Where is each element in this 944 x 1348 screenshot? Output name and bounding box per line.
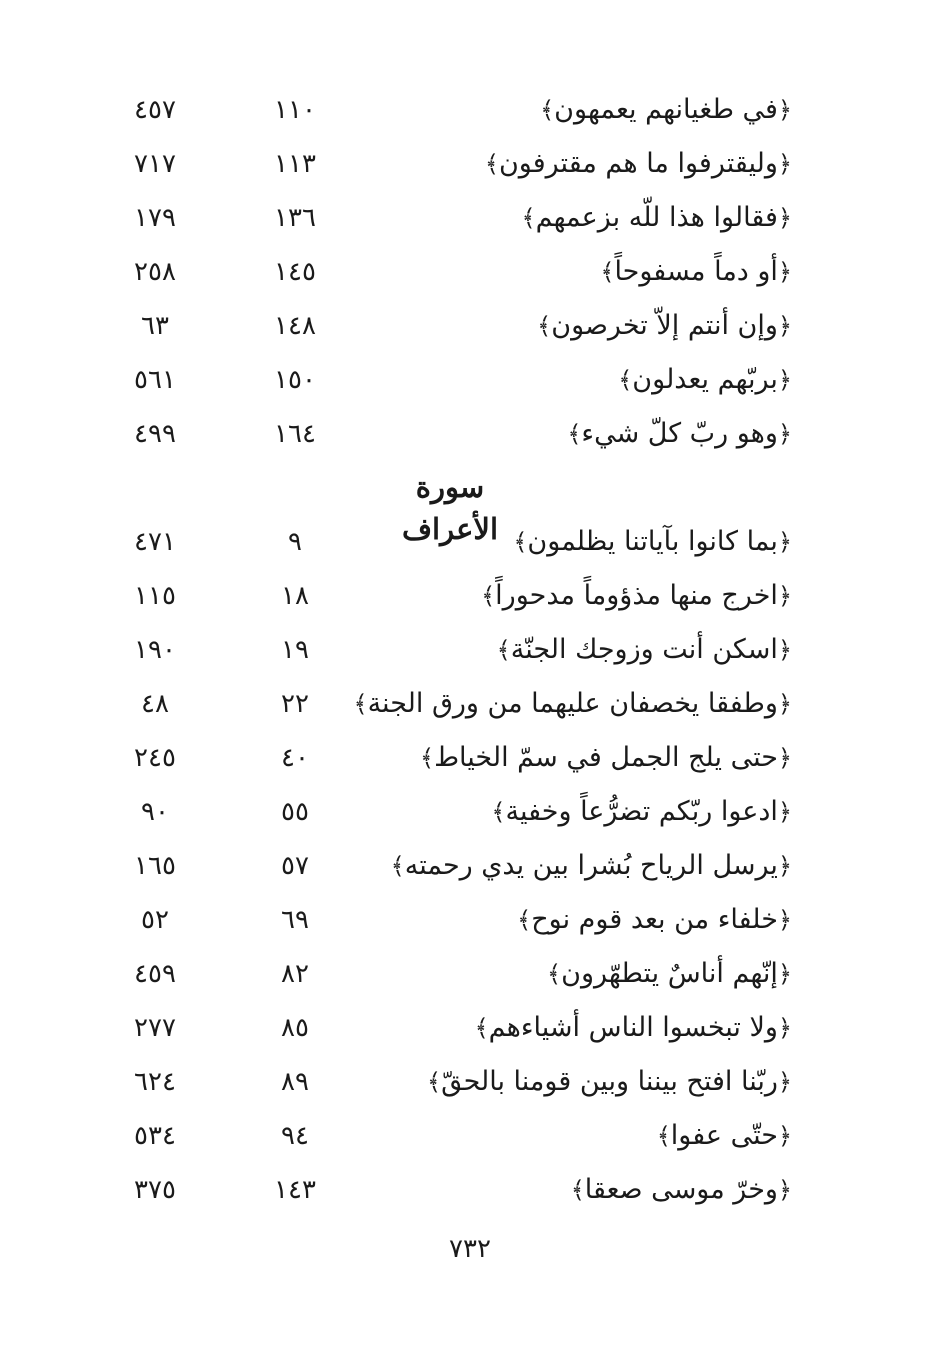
page-reference: ٦٢٤	[134, 1067, 176, 1097]
index-row	[0, 1108, 944, 1162]
verse-text: وليقترفوا ما هم مقترفون	[498, 148, 778, 179]
verse-text: وطفقا يخصفان عليهما من ورق الجنة	[367, 688, 778, 719]
verse-fragment	[485, 144, 792, 184]
ayah-number: ٩٤	[281, 1121, 309, 1151]
page-reference: ٣٧٥	[134, 1175, 176, 1205]
index-row	[0, 352, 944, 406]
page-reference: ٤٥٩	[134, 959, 176, 989]
ayah-number: ١٣٦	[274, 203, 316, 233]
verse-fragment	[517, 900, 792, 940]
verse-fragment	[618, 360, 792, 400]
ayah-number: ٥٧	[281, 851, 309, 881]
index-row	[0, 190, 944, 244]
quran-bracket-close-icon: ﴾	[353, 690, 368, 718]
quran-bracket-open-icon: ﴿	[777, 852, 792, 880]
ayah-number: ١٩	[281, 635, 309, 665]
page-reference: ٥٣٤	[134, 1121, 176, 1151]
quran-bracket-close-icon: ﴾	[427, 1068, 442, 1096]
ayah-number: ١١٣	[274, 149, 316, 179]
quran-bracket-open-icon: ﴿	[777, 420, 792, 448]
verse-fragment	[420, 738, 792, 778]
quran-bracket-open-icon: ﴿	[777, 744, 792, 772]
verse-fragment	[522, 198, 792, 238]
page-reference: ١٩٠	[134, 635, 176, 665]
page-reference: ١١٥	[134, 581, 176, 611]
verse-fragment	[475, 1008, 792, 1048]
verse-fragment	[571, 1170, 792, 1210]
quran-bracket-open-icon: ﴿	[777, 96, 792, 124]
verse-fragment	[567, 414, 792, 454]
page-reference: ٦٣	[141, 311, 169, 341]
page-reference: ٧١٧	[134, 149, 176, 179]
ayah-number: ٨٥	[281, 1013, 309, 1043]
verse-text: أو دماً مسفوحاً	[614, 256, 778, 287]
index-row	[0, 406, 944, 460]
quran-bracket-open-icon: ﴿	[777, 636, 792, 664]
page-reference: ٤٧١	[134, 527, 176, 557]
quran-bracket-close-icon: ﴾	[390, 852, 405, 880]
quran-bracket-close-icon: ﴾	[474, 1014, 489, 1042]
index-row	[0, 1054, 944, 1108]
ayah-number: ٨٢	[281, 959, 309, 989]
verse-fragment	[481, 576, 792, 616]
quran-bracket-open-icon: ﴿	[777, 150, 792, 178]
quran-bracket-open-icon: ﴿	[777, 258, 792, 286]
ayah-number: ٦٩	[281, 905, 309, 935]
quran-bracket-close-icon: ﴾	[570, 1176, 585, 1204]
page-reference: ١٧٩	[134, 203, 176, 233]
quran-bracket-open-icon: ﴿	[777, 1014, 792, 1042]
index-row	[0, 676, 944, 730]
page-reference: ٢٤٥	[134, 743, 176, 773]
quran-bracket-close-icon: ﴾	[513, 528, 528, 556]
index-row	[0, 136, 944, 190]
quran-bracket-open-icon: ﴿	[777, 906, 792, 934]
verse-text: اسكن أنت وزوجك الجنّة	[510, 634, 778, 665]
verse-fragment	[540, 90, 792, 130]
verse-fragment	[391, 846, 792, 886]
ayah-number: ٨٩	[281, 1067, 309, 1097]
index-row	[0, 730, 944, 784]
verse-text: بما كانوا بآياتنا يظلمون	[527, 526, 778, 557]
quran-bracket-open-icon: ﴿	[777, 1176, 792, 1204]
verse-text: حتّى عفوا	[670, 1120, 778, 1151]
quran-bracket-close-icon: ﴾	[537, 312, 552, 340]
verse-index-list	[0, 82, 944, 1216]
page-reference: ٢٧٧	[134, 1013, 176, 1043]
verse-text: حتى يلج الجمل في سمّ الخياط	[434, 742, 778, 773]
quran-bracket-open-icon: ﴿	[777, 798, 792, 826]
quran-bracket-close-icon: ﴾	[420, 744, 435, 772]
index-row	[0, 946, 944, 1000]
page-reference: ٥٢	[141, 905, 169, 935]
index-row	[0, 568, 944, 622]
verse-text: ادعوا ربّكم تضرُّعاً وخفية	[505, 796, 778, 827]
ayah-number: ٩	[288, 527, 302, 557]
verse-text: ربّنا افتح بيننا وبين قومنا بالحقّ	[441, 1066, 778, 1097]
page-reference: ١٦٥	[134, 851, 176, 881]
verse-text: إنّهم أناسٌ يتطهّرون	[561, 958, 778, 989]
quran-bracket-close-icon: ﴾	[481, 582, 496, 610]
verse-text: وخرّ موسى صعقا	[584, 1174, 778, 1205]
quran-bracket-open-icon: ﴿	[777, 1068, 792, 1096]
quran-bracket-open-icon: ﴿	[777, 366, 792, 394]
surah-title: سورة الأعراف	[401, 470, 499, 546]
ayah-number: ١٦٤	[274, 419, 316, 449]
verse-text: يرسل الرياح بُشرا بين يدي رحمته	[404, 850, 778, 881]
quran-bracket-close-icon: ﴾	[656, 1122, 671, 1150]
quran-bracket-close-icon: ﴾	[517, 906, 532, 934]
quran-bracket-open-icon: ﴿	[777, 1122, 792, 1150]
ayah-number: ١٤٣	[274, 1175, 316, 1205]
quran-bracket-open-icon: ﴿	[777, 528, 792, 556]
quran-bracket-open-icon: ﴿	[777, 204, 792, 232]
ayah-number: ١٨	[281, 581, 309, 611]
page-reference: ٩٠	[141, 797, 169, 827]
index-row	[0, 838, 944, 892]
index-row	[0, 892, 944, 946]
verse-text: ولا تبخسوا الناس أشياءهم	[488, 1012, 778, 1043]
verse-fragment	[513, 522, 792, 562]
verse-fragment	[427, 1062, 792, 1102]
index-row	[0, 1162, 944, 1216]
page-number: ٧٣٢	[449, 1234, 491, 1264]
quran-bracket-open-icon: ﴿	[777, 312, 792, 340]
verse-text: فقالوا هذا للّه بزعمهم	[535, 202, 778, 233]
verse-text: بربّهم يعدلون	[632, 364, 778, 395]
index-row	[0, 784, 944, 838]
quran-bracket-close-icon: ﴾	[496, 636, 511, 664]
page-reference: ٥٦١	[134, 365, 176, 395]
index-row	[0, 514, 944, 568]
ayah-number: ١٤٥	[274, 257, 316, 287]
verse-fragment	[657, 1116, 792, 1156]
quran-bracket-close-icon: ﴾	[491, 798, 506, 826]
verse-text: وهو ربّ كلّ شيء	[581, 418, 778, 449]
index-row	[0, 82, 944, 136]
ayah-number: ٢٢	[281, 689, 309, 719]
ayah-number: ٥٥	[281, 797, 309, 827]
index-row	[0, 1000, 944, 1054]
ayah-number: ١٤٨	[274, 311, 316, 341]
verse-fragment	[491, 792, 792, 832]
quran-bracket-close-icon: ﴾	[484, 150, 499, 178]
page-reference: ٤٨	[141, 689, 169, 719]
index-row	[0, 244, 944, 298]
page-reference: ٤٩٩	[134, 419, 176, 449]
quran-bracket-close-icon: ﴾	[547, 960, 562, 988]
quran-bracket-close-icon: ﴾	[618, 366, 633, 394]
verse-text: في طغيانهم يعمهون	[554, 94, 778, 125]
quran-bracket-close-icon: ﴾	[567, 420, 582, 448]
verse-fragment	[600, 252, 792, 292]
index-row	[0, 622, 944, 676]
quran-bracket-open-icon: ﴿	[777, 582, 792, 610]
quran-bracket-close-icon: ﴾	[540, 96, 555, 124]
verse-text: وإن أنتم إلاّ تخرصون	[551, 310, 778, 341]
verse-fragment	[537, 306, 792, 346]
verse-fragment	[547, 954, 792, 994]
verse-fragment	[497, 630, 792, 670]
verse-text: اخرج منها مذؤوماً مدحوراً	[495, 580, 778, 611]
ayah-number: ١٥٠	[274, 365, 316, 395]
index-row	[0, 298, 944, 352]
quran-bracket-open-icon: ﴿	[777, 960, 792, 988]
page-reference: ٢٥٨	[134, 257, 176, 287]
ayah-number: ٤٠	[281, 743, 309, 773]
page-reference: ٤٥٧	[134, 95, 176, 125]
verse-fragment	[354, 684, 792, 724]
verse-text: خلفاء من بعد قوم نوح	[531, 904, 778, 935]
quran-bracket-close-icon: ﴾	[600, 258, 615, 286]
ayah-number: ١١٠	[274, 95, 316, 125]
quran-bracket-close-icon: ﴾	[521, 204, 536, 232]
quran-bracket-open-icon: ﴿	[777, 690, 792, 718]
